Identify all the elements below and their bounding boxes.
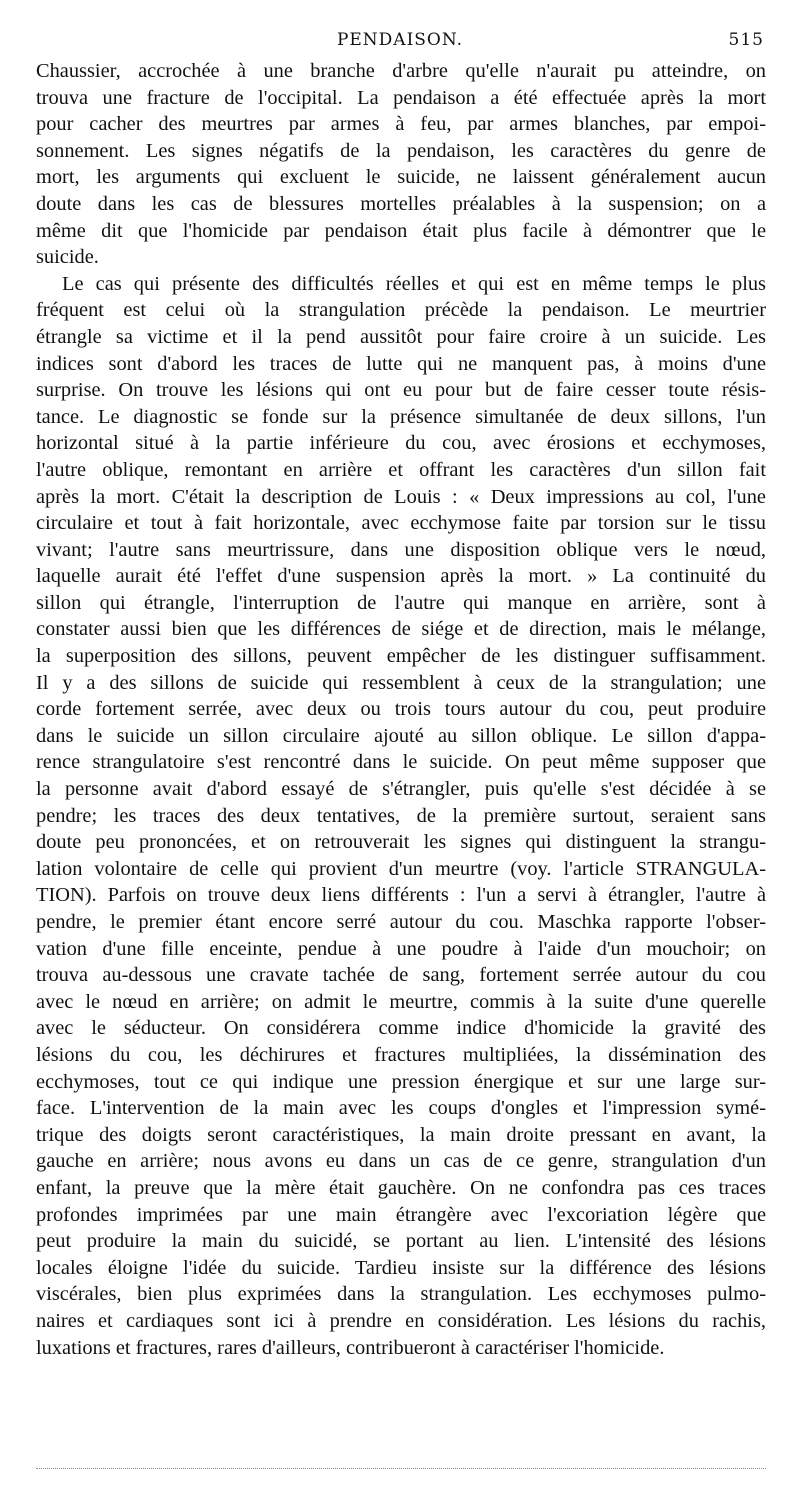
running-header [36,30,764,54]
text-line: laquelle aurait été l'effet d'une suspension après la mort. » La continuité du [36,565,766,588]
text-line: trique des doigts seront caractéristiques, la main droite pressant en avant, la [36,1123,766,1146]
text-line: la superposition des sillons, peuvent empêcher de les distinguer suffisamment. [36,645,766,668]
text-line: vation d'une fille enceinte, pendue à une poudre à l'aide d'un mouchoir; on [36,937,766,960]
text-line: dans le suicide un sillon circulaire ajouté au sillon oblique. Le sillon d'appa- [36,724,766,747]
footer-dotted-rule [36,1468,766,1469]
text-line: Le cas qui présente des difficultés réelles et qui est en même temps le plus [62,272,766,295]
running-title: PENDAISON. [336,30,464,50]
text-line: doute peu prononcées, et on retrouverait les signes qui distinguent la strangu- [36,831,766,854]
text-line: profondes imprimées par une main étrangère avec l'excoriation légère que [36,1203,766,1226]
text-line: avec le séducteur. On considérera comme indice d'homicide la gravité des [36,1017,766,1040]
text-line: avec le nœud en arrière; on admit le meurtre, commis à la suite d'une querelle [36,990,766,1013]
body-text [36,58,766,1361]
text-line: pendre, le premier étant encore serré autour du cou. Maschka rapporte l'obser- [36,911,766,933]
text-line: indices sont d'abord les traces de lutte qui ne manquent pas, à moins d'une [36,352,766,375]
text-line: TION). Parfois on trouve deux liens différents : l'un a servi à étrangler, l'autre à [36,884,766,907]
text-line: fréquent est celui où la strangulation précède la pendaison. Le meurtrier [36,299,766,322]
text-line: lésions du cou, les déchirures et fractures multipliées, la dissémination des [36,1043,766,1066]
text-line: mort, les arguments qui excluent le suicide, ne laissent généralement aucun [36,166,766,189]
text-line: Il y a des sillons de suicide qui ressemblent à ceux de la strangulation; une [36,671,766,694]
text-line: corde fortement serrée, avec deux ou trois tours autour du cou, peut produire [36,698,766,721]
text-line: rence strangulatoire s'est rencontré dans le suicide. On peut même supposer que [36,751,766,774]
text-line: pendre; les traces des deux tentatives, de la première surtout, seraient sans [36,804,766,827]
text-line: sonnement. Les signes négatifs de la pendaison, les caractères du genre de [36,139,766,162]
paragraph [36,271,766,1361]
text-line: lation volontaire de celle qui provient d'un meurtre (voy. l'article STRANGULA- [36,857,766,880]
text-line: naires et cardiaques sont ici à prendre en considération. Les lésions du rachis, [36,1309,766,1332]
text-line: sillon qui étrangle, l'interruption de l'autre qui manque en arrière, sont à [36,591,766,614]
text-line: l'autre oblique, remontant en arrière et offrant les caractères d'un sillon fait [36,458,766,481]
text-line: gauche en arrière; nous avons eu dans un cas de ce genre, strangulation d'un [36,1150,766,1173]
text-line: trouva une fracture de l'occipital. La pendaison a été effectuée après la mort [36,86,766,109]
text-line: luxations et fractures, rares d'ailleurs, contribueront à caractériser l'homicide. [36,1336,665,1359]
text-line: la personne avait d'abord essayé de s'étrangler, puis qu'elle s'est décidée à se [36,778,766,801]
text-line: Chaussier, accrochée à une branche d'arbre qu'elle n'aurait pu atteindre, on [36,60,766,82]
text-line: pour cacher des meurtres par armes à feu, par armes blanches, par empoi- [36,113,766,136]
text-line: locales éloigne l'idée du suicide. Tardieu insiste sur la différence des lésions [36,1256,766,1279]
text-line: doute dans les cas de blessures mortelles préalables à la suspension; on a [36,192,766,215]
text-line: ecchymoses, tout ce qui indique une pression énergique et sur une large sur- [36,1070,766,1093]
text-line: même dit que l'homicide par pendaison était plus facile à démontrer que le [36,219,766,242]
text-line: horizontal situé à la partie inférieure du cou, avec érosions et ecchymoses, [36,432,766,455]
text-line: viscérales, bien plus exprimées dans la strangulation. Les ecchymoses pulmo- [36,1283,766,1306]
text-line: circulaire et tout à fait horizontale, avec ecchymose faite par torsion sur le tissu [36,512,766,535]
text-line: suicide. [36,246,99,269]
text-line: enfant, la preuve que la mère était gauchère. On ne confondra pas ces traces [36,1176,766,1199]
paragraph [36,58,766,271]
text-line: tance. Le diagnostic se fonde sur la présence simultanée de deux sillons, l'un [36,405,766,428]
text-line: trouva au-dessous une cravate tachée de sang, fortement serrée autour du cou [36,964,766,987]
text-line: peut produire la main du suicidé, se portant au lien. L'intensité des lésions [36,1230,766,1253]
text-line: vivant; l'autre sans meurtrissure, dans une disposition oblique vers le nœud, [36,538,766,561]
text-line: face. L'intervention de la main avec les coups d'ongles et l'impression symé- [36,1097,766,1120]
text-line: constater aussi bien que les différences de siége et de direction, mais le mélange, [36,618,766,641]
page-number: 515 [728,30,764,50]
text-line: surprise. On trouve les lésions qui ont eu pour but de faire cesser toute résis- [36,379,766,402]
text-line: étrangle sa victime et il la pend aussitôt pour faire croire à un suicide. Les [36,325,766,348]
text-line: après la mort. C'était la description de Louis : « Deux impressions au col, l'une [36,485,766,508]
